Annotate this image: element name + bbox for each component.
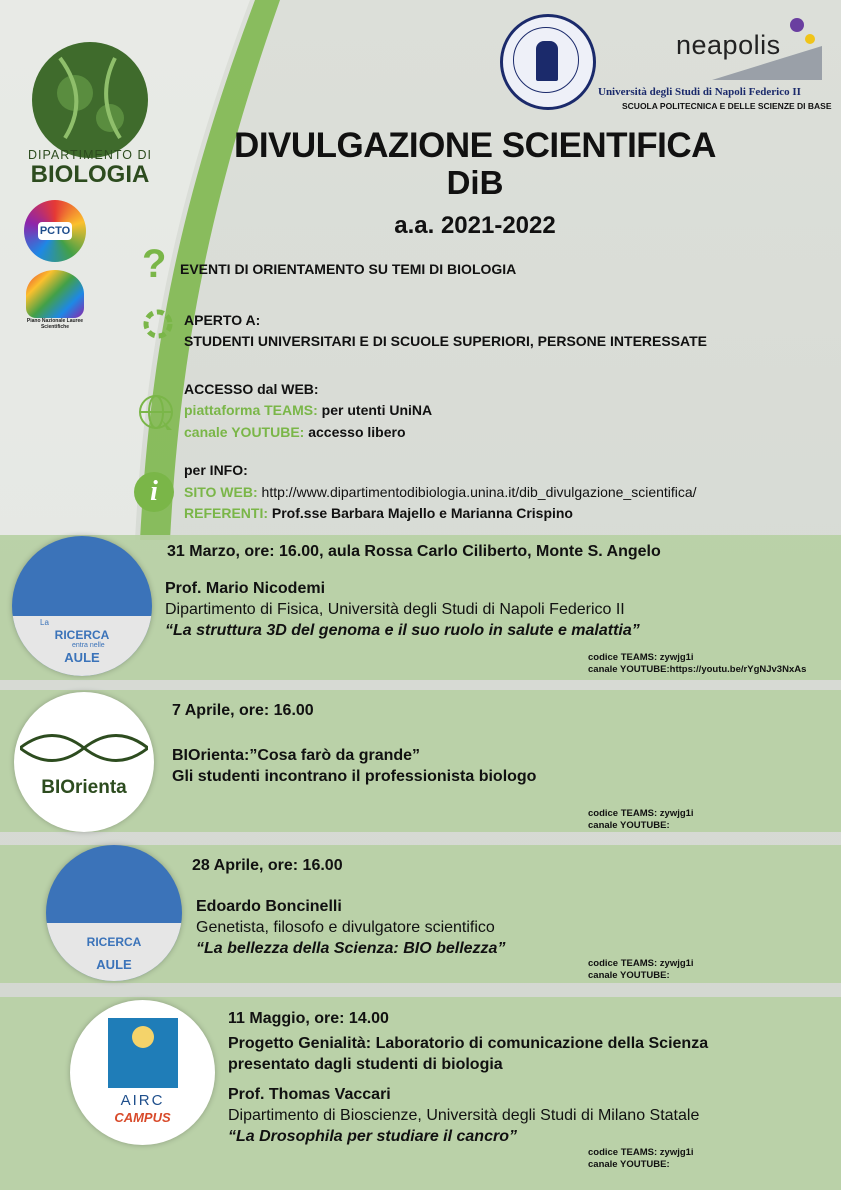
event-1-youtube[interactable]: canale YOUTUBE:https://youtu.be/rYgNJv3NxAs (588, 664, 807, 675)
event-4-project: Progetto Genialità: Laboratorio di comunicazione della Scienza (228, 1035, 709, 1052)
pls-logo (26, 270, 84, 318)
logo-aule: AULE (64, 650, 100, 665)
youtube-label: canale YOUTUBE: (184, 424, 305, 440)
event-4-talk: “La Drosophila per studiare il cancro” (228, 1128, 517, 1145)
ricerca-logo-1 (12, 536, 152, 676)
event-2-youtube: canale YOUTUBE: (588, 820, 670, 831)
event-3-date: 28 Aprile, ore: 16.00 (192, 857, 343, 874)
event-2-line2: Gli studenti incontrano il professionista biologo (172, 768, 537, 785)
event-2-date: 7 Aprile, ore: 16.00 (172, 702, 314, 719)
event-1-speaker: Prof. Mario Nicodemi (165, 580, 326, 597)
open-label: APERTO A: (184, 312, 261, 328)
event-4-teams: codice TEAMS: zywjg1i (588, 1147, 694, 1158)
page-subtitle: DiB (446, 164, 504, 201)
event-2-teams: codice TEAMS: zywjg1i (588, 808, 694, 819)
event-4-youtube: canale YOUTUBE: (588, 1159, 670, 1170)
info-label: per INFO: (184, 462, 248, 478)
page-title: DIVULGAZIONE SCIENTIFICA (234, 126, 716, 165)
teams-text: per utenti UniNA (317, 402, 433, 418)
airc-text: AIRC (120, 1092, 165, 1109)
campus-text: CAMPUS (114, 1110, 171, 1125)
biorienta-logo-text: BIOrienta (41, 777, 127, 798)
open-text: STUDENTI UNIVERSITARI E DI SCUOLE SUPERIORI, PERSONE INTERESSATE (184, 333, 707, 349)
dept-name: BIOLOGIA (30, 161, 150, 188)
ricerca-logo-2 (46, 845, 182, 981)
academic-year: a.a. 2021-2022 (394, 212, 556, 239)
info-icon: i (134, 472, 174, 512)
youtube-text: accesso libero (304, 424, 406, 440)
university-name: Università degli Studi di Napoli Federico II (598, 86, 801, 98)
event-3-youtube: canale YOUTUBE: (588, 970, 670, 981)
logo-la: La (40, 618, 49, 627)
events-text: EVENTI DI ORIENTAMENTO SU TEMI DI BIOLOGIA (180, 261, 517, 277)
neapolis-dot2-icon (805, 34, 815, 44)
pcto-logo (24, 200, 86, 262)
university-seal (500, 14, 596, 110)
logo-ricerca-2: RICERCA (86, 935, 142, 949)
site-url[interactable]: http://www.dipartimentodibiologia.unina.it/dib_divulgazione_scientifica/ (257, 484, 697, 500)
site-label: SITO WEB: (184, 484, 258, 500)
event-1-date: 31 Marzo, ore: 16.00, aula Rossa Carlo Ciliberto, Monte S. Angelo (167, 543, 661, 560)
teams-label: piattaforma TEAMS: (184, 402, 318, 418)
dept-label: DIPARTIMENTO DI (27, 148, 153, 162)
event-1-affiliation: Dipartimento di Fisica, Università degli Studi di Napoli Federico II (165, 601, 625, 618)
event-3-talk: “La bellezza della Scienza: BIO bellezza” (196, 940, 506, 957)
biorienta-logo (14, 692, 154, 832)
logo-ricerca: RICERCA (54, 628, 110, 642)
referents-text: Prof.sse Barbara Majello e Marianna Crispino (268, 505, 573, 521)
event-2-line1: BIOrienta:”Cosa farò da grande” (172, 747, 421, 764)
event-4-affiliation: Dipartimento di Bioscienze, Università degli Studi di Milano Statale (228, 1107, 700, 1124)
event-4-speaker: Prof. Thomas Vaccari (228, 1086, 391, 1103)
pls-label: Piano Nazionale Lauree Scientifiche (26, 318, 84, 330)
airc-campus-logo (70, 1000, 215, 1145)
people-circle-icon (140, 306, 176, 342)
logo-entra: entra nelle (72, 642, 105, 649)
event-4-date: 11 Maggio, ore: 14.00 (228, 1010, 389, 1027)
globe-icon (136, 392, 178, 434)
event-3-teams: codice TEAMS: zywjg1i (588, 958, 694, 969)
pcto-label: PCTO (38, 222, 72, 240)
event-3-speaker: Edoardo Boncinelli (196, 898, 342, 915)
event-4-project2: presentato dagli studenti di biologia (228, 1056, 503, 1073)
question-icon: ? (142, 242, 167, 286)
event-3-affiliation: Genetista, filosofo e divulgatore scientifico (196, 919, 495, 936)
neapolis-dot-icon (790, 18, 804, 32)
access-label: ACCESSO dal WEB: (184, 381, 319, 397)
event-1-teams: codice TEAMS: zywjg1i (588, 652, 694, 663)
event-1-talk: “La struttura 3D del genoma e il suo ruolo in salute e malattia” (165, 622, 640, 639)
referents-label: REFERENTI: (184, 505, 268, 521)
neapolis-logo-text: neapolis (676, 30, 781, 60)
school-name: SCUOLA POLITECNICA E DELLE SCIENZE DI BASE (622, 101, 832, 111)
neapolis-swoosh (712, 46, 822, 80)
logo-aule-2: AULE (96, 957, 132, 972)
